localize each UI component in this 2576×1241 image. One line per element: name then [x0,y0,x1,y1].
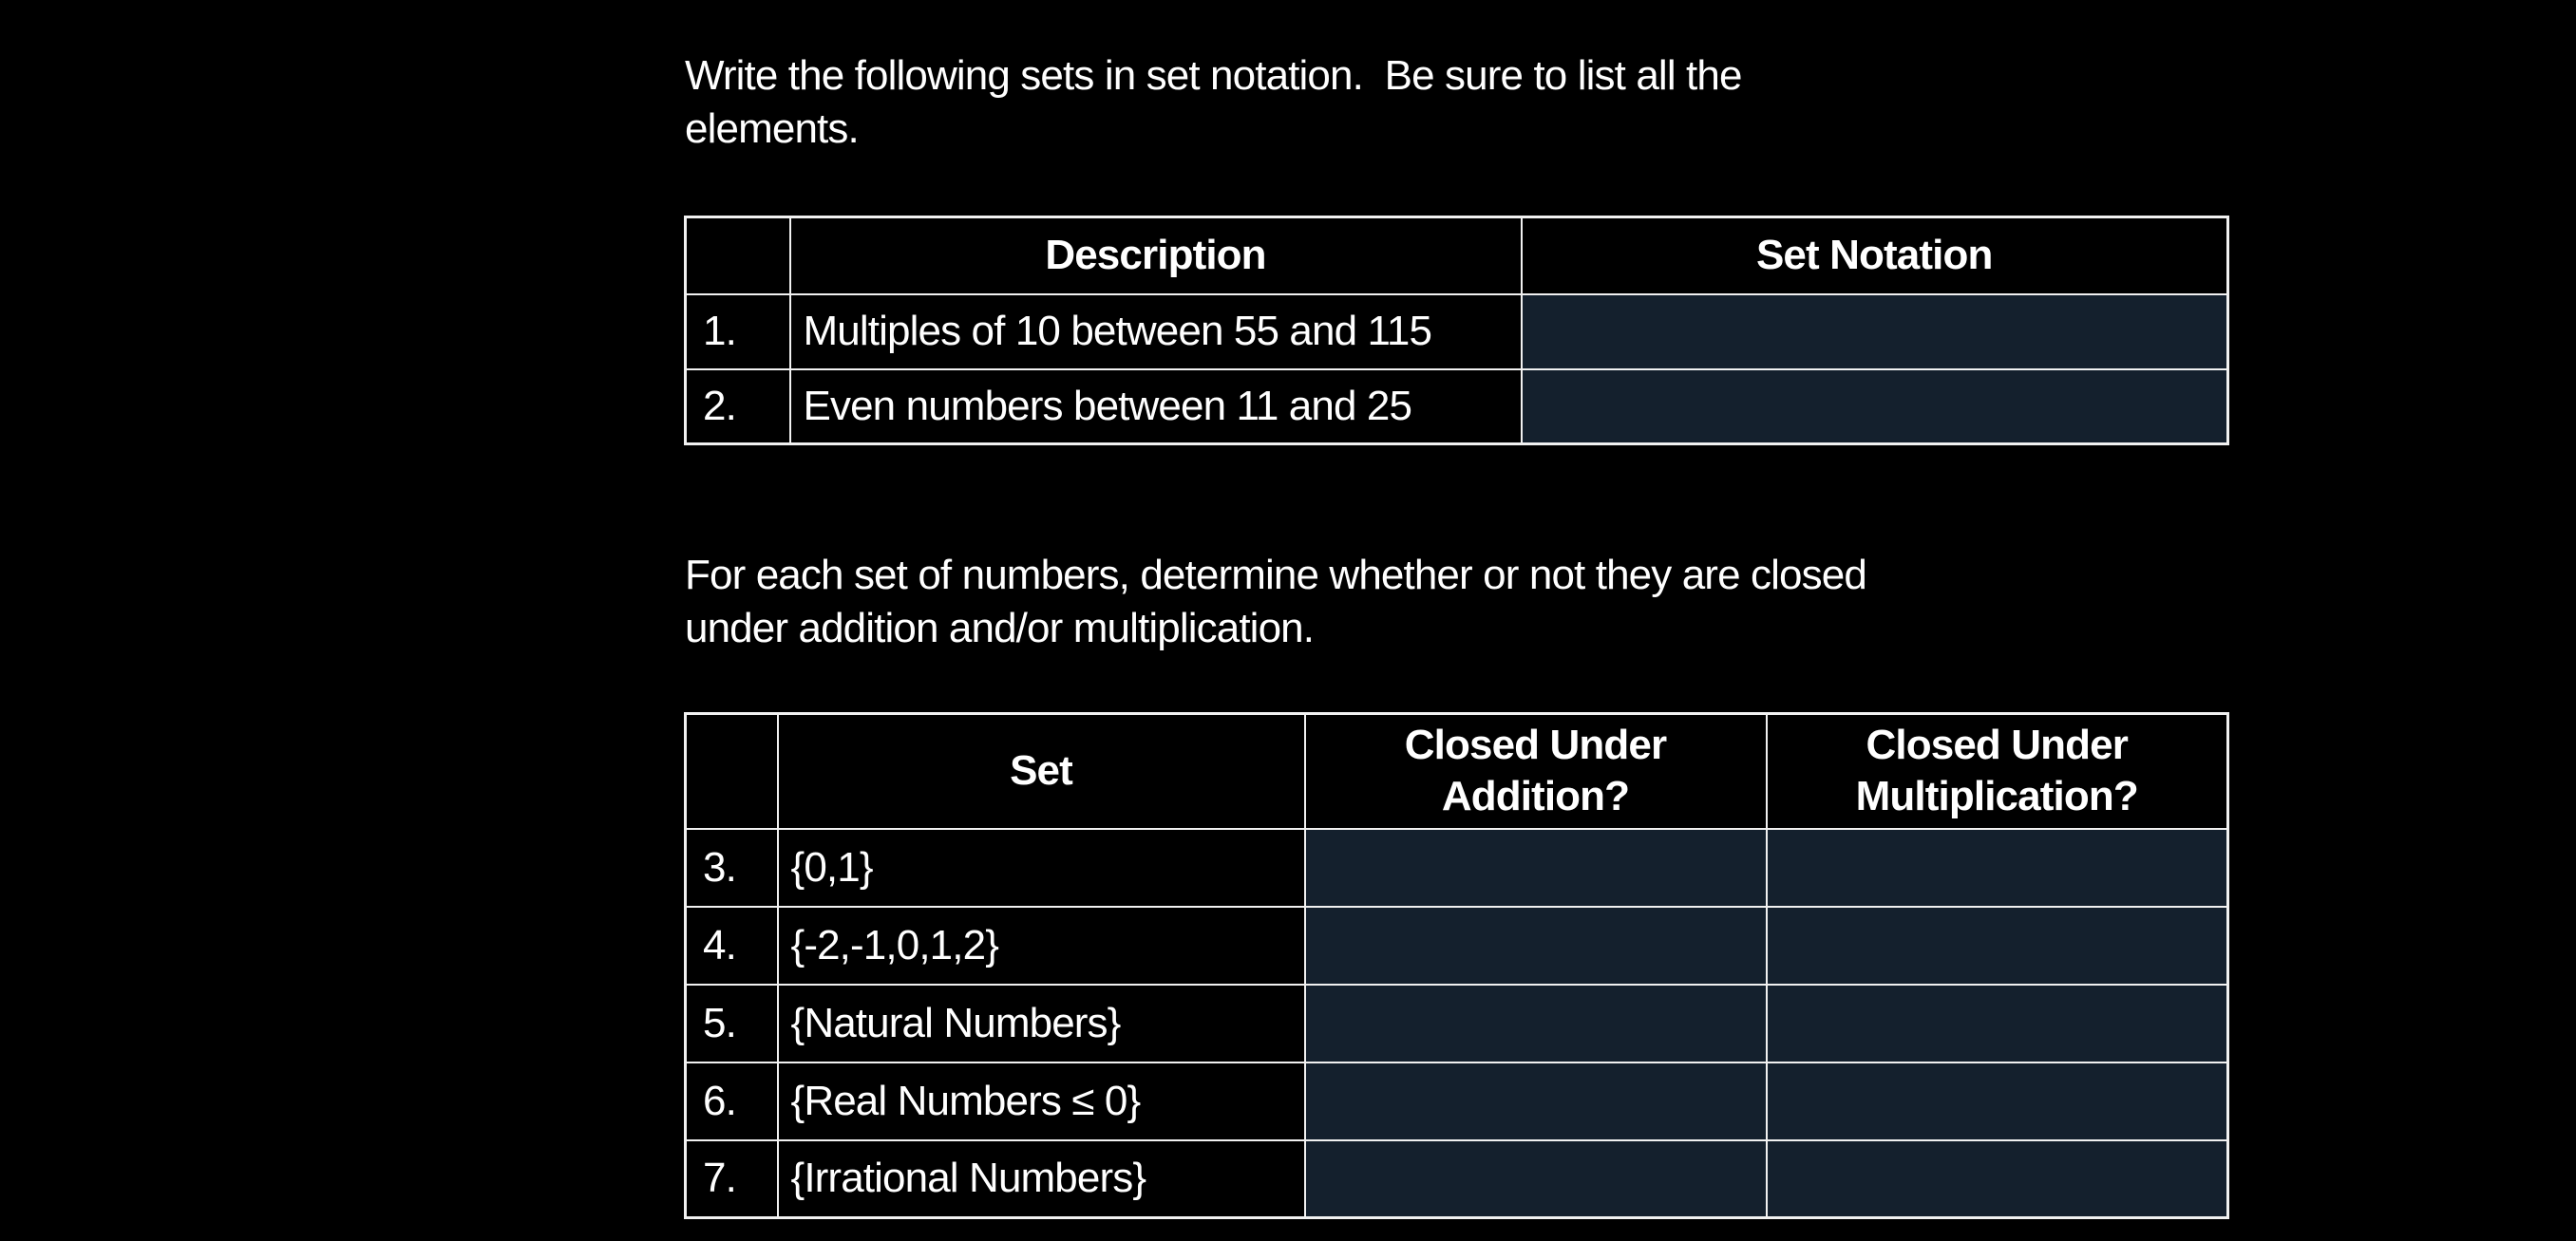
table-row [686,294,2228,369]
description-column-header: Description [790,217,1522,294]
header-line: Addition? [1441,773,1630,820]
header-line: Closed Under [1404,722,1667,769]
multiplication-answer-cell[interactable] [1767,829,2228,907]
set-cell: {Natural Numbers} [778,985,1305,1062]
multiplication-answer-cell[interactable] [1767,907,2228,985]
table-row [686,369,2228,444]
set-column-header: Set [778,714,1305,829]
instructions-line: under addition and/or multiplication. [685,605,1315,651]
row-number-cell: 2. [686,369,790,444]
multiplication-answer-cell[interactable] [1767,985,2228,1062]
addition-answer-cell[interactable] [1305,985,1767,1062]
row-number-cell: 7. [686,1140,778,1218]
row-number-cell: 1. [686,294,790,369]
closed-under-multiplication-column-header [1767,714,2228,829]
set-cell: {-2,-1,0,1,2} [778,907,1305,985]
set-cell: {Irrational Numbers} [778,1140,1305,1218]
table-row [686,985,2228,1062]
addition-answer-cell[interactable] [1305,829,1767,907]
table-row [686,1062,2228,1140]
row-number-cell: 5. [686,985,778,1062]
set-notation-table [684,216,2229,445]
set-notation-answer-cell[interactable] [1522,369,2228,444]
header-line: Multiplication? [1855,773,2138,820]
instructions-set-notation [685,49,1742,156]
number-column-header [686,714,778,829]
set-notation-column-header: Set Notation [1522,217,2228,294]
row-number-cell: 4. [686,907,778,985]
instructions-line: Write the following sets in set notation. Be sure to list all the [685,52,1742,99]
row-number-cell: 3. [686,829,778,907]
addition-answer-cell[interactable] [1305,1140,1767,1218]
set-cell: {Real Numbers ≤ 0} [778,1062,1305,1140]
table-header-row [686,714,2228,829]
set-cell: {0,1} [778,829,1305,907]
instructions-line: For each set of numbers, determine whether or not they are closed [685,552,1866,598]
table-row [686,829,2228,907]
header-line: Closed Under [1866,722,2128,769]
instructions-line: elements. [685,105,859,152]
table-row [686,1140,2228,1218]
number-column-header [686,217,790,294]
row-number-cell: 6. [686,1062,778,1140]
table-header-row [686,217,2228,294]
table-row [686,907,2228,985]
closure-table [684,712,2229,1219]
description-cell: Multiples of 10 between 55 and 115 [790,294,1522,369]
description-cell: Even numbers between 11 and 25 [790,369,1522,444]
multiplication-answer-cell[interactable] [1767,1062,2228,1140]
multiplication-answer-cell[interactable] [1767,1140,2228,1218]
closed-under-addition-column-header [1305,714,1767,829]
addition-answer-cell[interactable] [1305,907,1767,985]
instructions-closure [685,549,1866,655]
addition-answer-cell[interactable] [1305,1062,1767,1140]
set-notation-answer-cell[interactable] [1522,294,2228,369]
